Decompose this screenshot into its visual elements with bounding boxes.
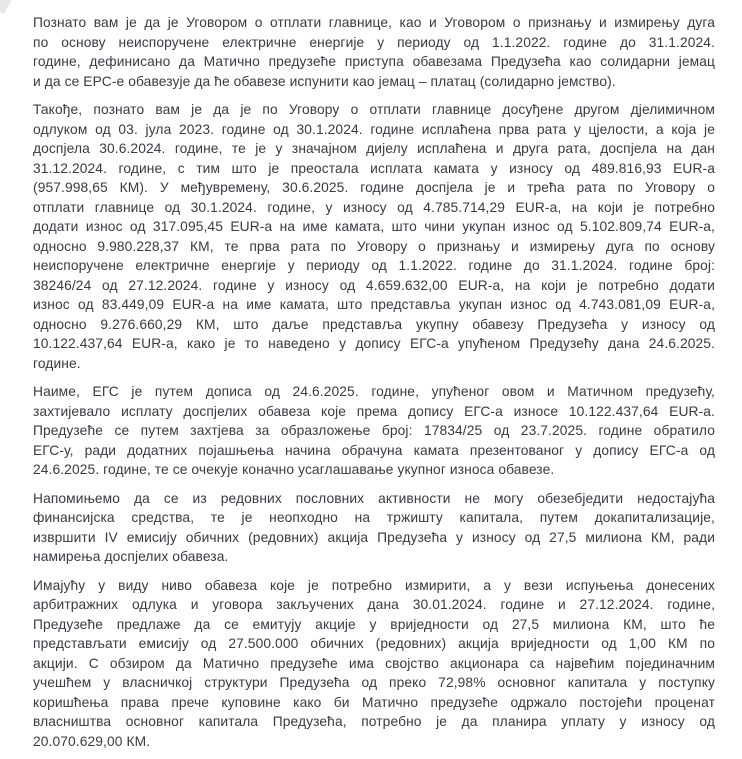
paragraph	[33, 489, 715, 567]
text-line: додати износ од 317.095,45 EUR-а на име камата, што чини укупан износ од 5.102.809,74 EUR-а,	[33, 219, 715, 234]
paragraph	[33, 100, 715, 373]
text-line: финансијска средства, те је неопходно на тржишту капитала, путем докапитализације,	[33, 510, 715, 525]
scan-smudge-artifact	[0, 0, 12, 14]
text-line: (957.998,65 КМ). У међувремену, 30.6.2025. године доспјела је и трећа рата по Уговору о	[33, 180, 715, 195]
text-line: доспјела 30.6.2024. године, те је у значајном дијелу исплаћена и друга рата, доспјела на дан	[33, 141, 715, 156]
text-line: 20.070.629,00 КМ.	[33, 733, 151, 749]
text-line: износ од 83.449,09 EUR-а на име камата, што представља укупан износ од 4.743.081,09 EUR-а,	[33, 297, 715, 312]
text-line: године.	[33, 355, 81, 371]
text-line: ЕГС-у, ради додатних појашњења начина обрачуна камата презентованог у допису ЕГС-а од	[33, 442, 715, 458]
text-line: Такође, познато вам је да је по Уговору о отплати главнице досуђене другом дјелимичном	[33, 102, 715, 117]
text-line: 24.6.2025. године, те се очекује коначно усаглашавање укупног износа обавезе.	[33, 462, 555, 477]
text-line: Напомињемо да се из редовних пословних активности не могу обезебједити недостајућа	[33, 490, 715, 506]
text-line: учешћем у власничкој структури Предузећа од преко 72,98% основног капитала у поступку	[33, 675, 715, 690]
text-line: власништва основног капитала Предузећа, потребно је да планира уплату у износу од	[33, 714, 715, 729]
text-line: 10.122.437,64 EUR-а, како је то наведено у допису ЕГС-а упућеном Предузећу дана 24.6.2025.	[33, 336, 715, 351]
document-text	[33, 13, 715, 759]
paragraph	[33, 13, 715, 91]
text-line: по основу неиспоручене електричне енергије у периоду од 1.1.2022. године до 31.1.2024.	[33, 34, 715, 50]
text-line: Имајућу у виду ниво обавеза које је потребно измирити, а у вези испуњења донесених	[33, 577, 715, 593]
text-line: представљати емисију од 27.500.000 обичних (редовних) акција вриједности од 1,00 КМ по	[33, 636, 715, 651]
text-line: 38246/24 од 27.12.2024. године у износу од 4.659.632,00 EUR-а, на који је потребно додати	[33, 277, 715, 293]
text-line: 31.12.2024. године, с тим што је преостала исплата камата у износу од 489.816,93 EUR-а	[33, 160, 715, 176]
text-line: захтијевало исплату доспјелих обавеза које према допису ЕГС-а износе 10.122.437,64 EUR-а.	[33, 403, 715, 419]
paragraph	[33, 382, 715, 480]
text-line: Познато вам је да је Уговором о отплати главнице, као и Уговором о признању и измирењу дуга	[33, 15, 715, 30]
text-line: одлуком од 03. јула 2023. године од 30.1.2024. године исплаћена прва рата у цјелости, а која је	[33, 121, 715, 137]
text-line: намирења доспјелих обавеза.	[33, 549, 229, 564]
text-line: односно 9.276.660,29 КМ, што даље представља укупну обавезу Предузећа у износу од	[33, 316, 715, 332]
text-line: односно 9.980.228,37 КМ, те прва рата по Уговору о признању и измирењу дуга по основу	[33, 238, 715, 254]
text-line: извршити IV емисију обичних (редовних) акција Предузећа у износу од 27,5 милиона КМ, ради	[33, 529, 715, 545]
text-line: Наиме, ЕГС је путем дописа од 24.6.2025. године, упућеног овом и Матичном предузећу,	[33, 384, 715, 399]
text-line: Предузеће се путем захтјева за образложење број: 17834/25 од 23.7.2025. године обратило	[33, 423, 715, 438]
text-line: неиспоручене електричне енергије у периоду од 1.1.2022. године до 31.1.2024. године број:	[33, 258, 715, 273]
text-line: арбитражних одлука и уговора закључених дана 30.01.2024. године и 27.12.2024. године,	[33, 597, 715, 612]
text-line: Предузеће предлаже да се емитују акције у вриједности од 27,5 милиона КМ, што ће	[33, 616, 715, 632]
text-line: и да се ЕРС-е обавезује да ће обавезе испунити као јемац – платац (солидарно јемство).	[33, 73, 616, 89]
text-line: године, дефинисано да Матично предузеће приступа обавезама Предузећа као солидарни јемац	[33, 54, 715, 69]
text-line: акцији. С обзиром да Матично предузеће има својство акционара са највећим појединачним	[33, 655, 715, 671]
text-line: отплати главнице од 30.1.2024. године, у износу од 4.785.714,29 EUR-а, на који је потребно	[33, 199, 715, 215]
paragraph	[33, 576, 715, 752]
text-line: коришћења права прече куповине како би Матично предузеће одржало постојећи проценат	[33, 694, 715, 710]
